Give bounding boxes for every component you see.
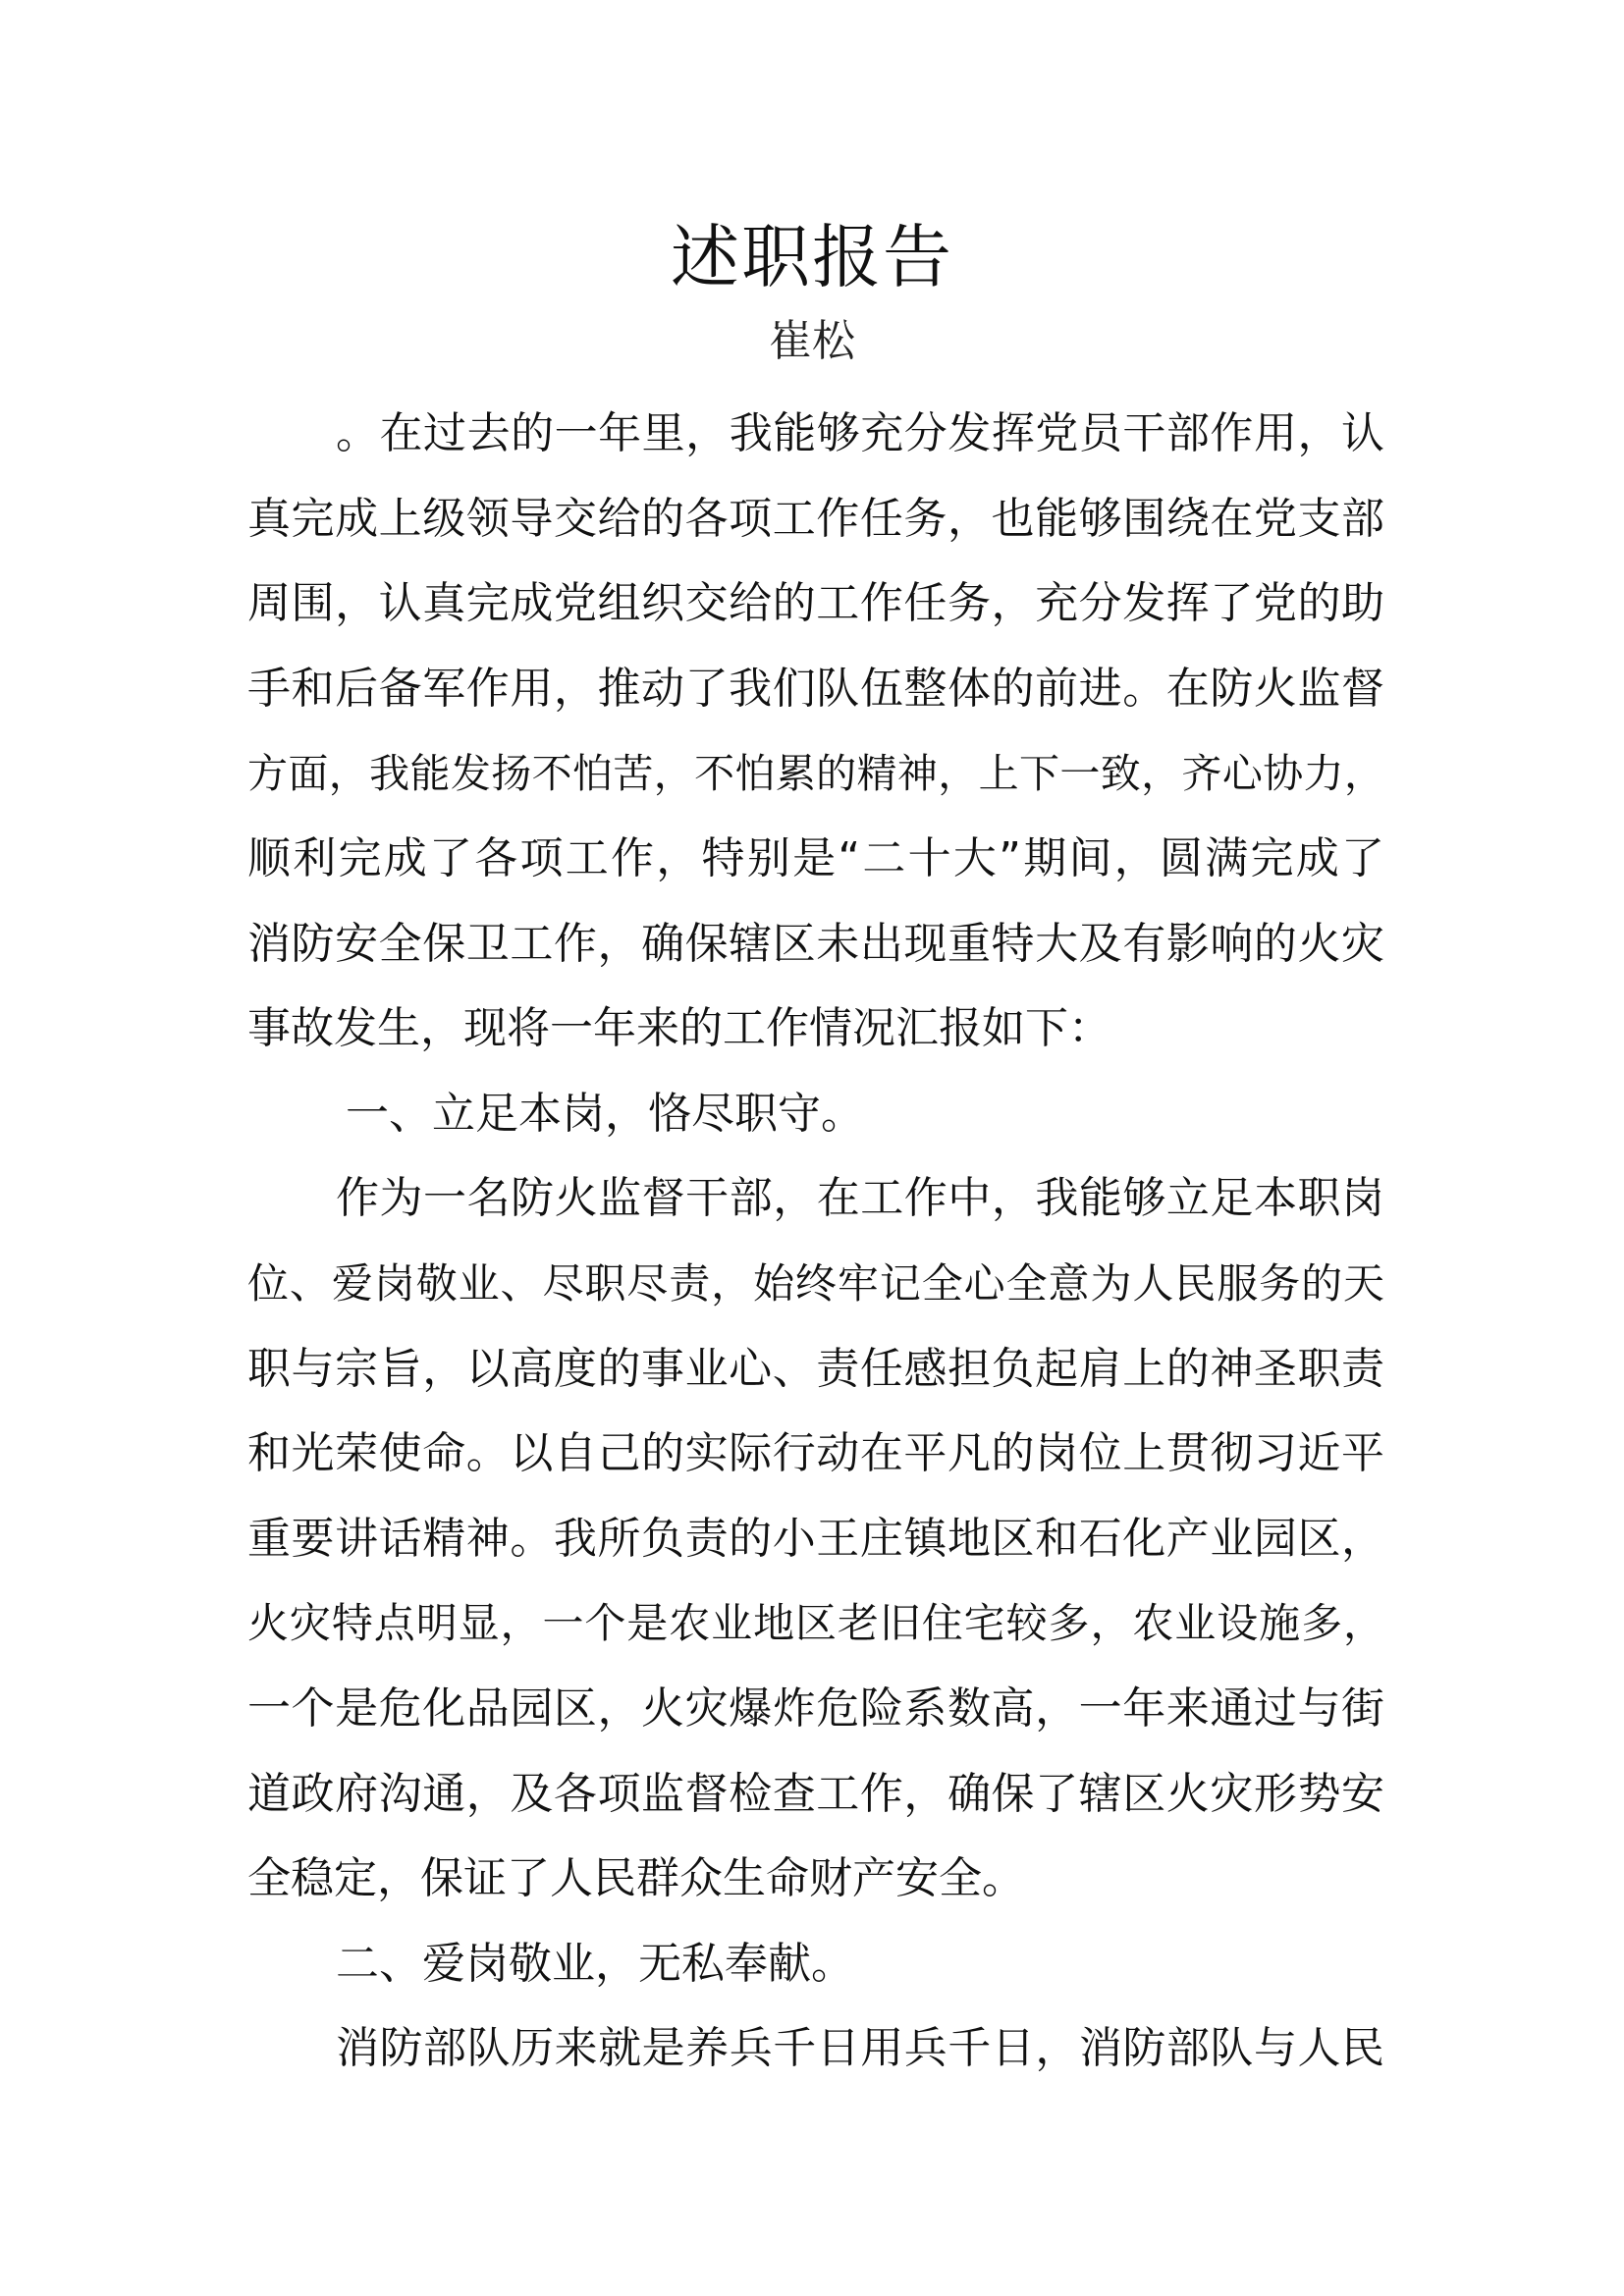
body-text-line: 重要讲话精神。我所负责的小王庄镇地区和石化产业园区， — [247, 1513, 1384, 1564]
body-text-line: 作为一名防火监督干部，在工作中，我能够立足本职岗 — [336, 1173, 1384, 1224]
body-text-line: 消防安全保卫工作，确保辖区未出现重特大及有影响的火灾 — [247, 918, 1384, 969]
body-text-line: 二、爱岗敬业，无私奉献。 — [336, 1938, 854, 1989]
body-text-line: 事故发生，现将一年来的工作情况汇报如下： — [247, 1003, 1111, 1054]
document-author: 崔松 — [769, 316, 855, 366]
body-text-line: 手和后备军作用，推动了我们队伍整体的前进。在防火监督 — [247, 663, 1384, 714]
body-text-line: 。在过去的一年里，我能够充分发挥党员干部作用，认 — [336, 408, 1384, 458]
document-title: 述职报告 — [671, 217, 953, 297]
body-text-line: 消防部队历来就是养兵千日用兵千日，消防部队与人民 — [336, 2023, 1384, 2074]
body-text-line: 方面，我能发扬不怕苦，不怕累的精神，上下一致，齐心协力， — [247, 750, 1384, 798]
body-text-line: 真完成上级领导交给的各项工作任务，也能够围绕在党支部 — [247, 493, 1384, 544]
body-text-line: 全稳定，保证了人民群众生命财产安全。 — [247, 1853, 1025, 1904]
body-text-line: 道政府沟通，及各项监督检查工作，确保了辖区火灾形势安 — [247, 1768, 1384, 1819]
body-text-line: 位、爱岗敬业、尽职尽责，始终牢记全心全意为人民服务的天 — [247, 1259, 1384, 1308]
body-text-line: 火灾特点明显，一个是农业地区老旧住宅较多，农业设施多， — [247, 1599, 1384, 1648]
body-text-line: 一个是危化品园区，火灾爆炸危险系数高，一年来通过与街 — [247, 1683, 1384, 1734]
body-text-line: 和光荣使命。以自己的实际行动在平凡的岗位上贯彻习近平 — [247, 1428, 1384, 1479]
body-text-line: 职与宗旨，以高度的事业心、责任感担负起肩上的神圣职责 — [247, 1343, 1384, 1394]
body-text-line: 周围，认真完成党组织交给的工作任务，充分发挥了党的助 — [247, 578, 1384, 629]
body-text-line: 顺利完成了各项工作，特别是“二十大”期间，圆满完成了 — [247, 833, 1384, 883]
body-text-line: 一、立足本岗，恪尽职守。 — [346, 1088, 864, 1139]
